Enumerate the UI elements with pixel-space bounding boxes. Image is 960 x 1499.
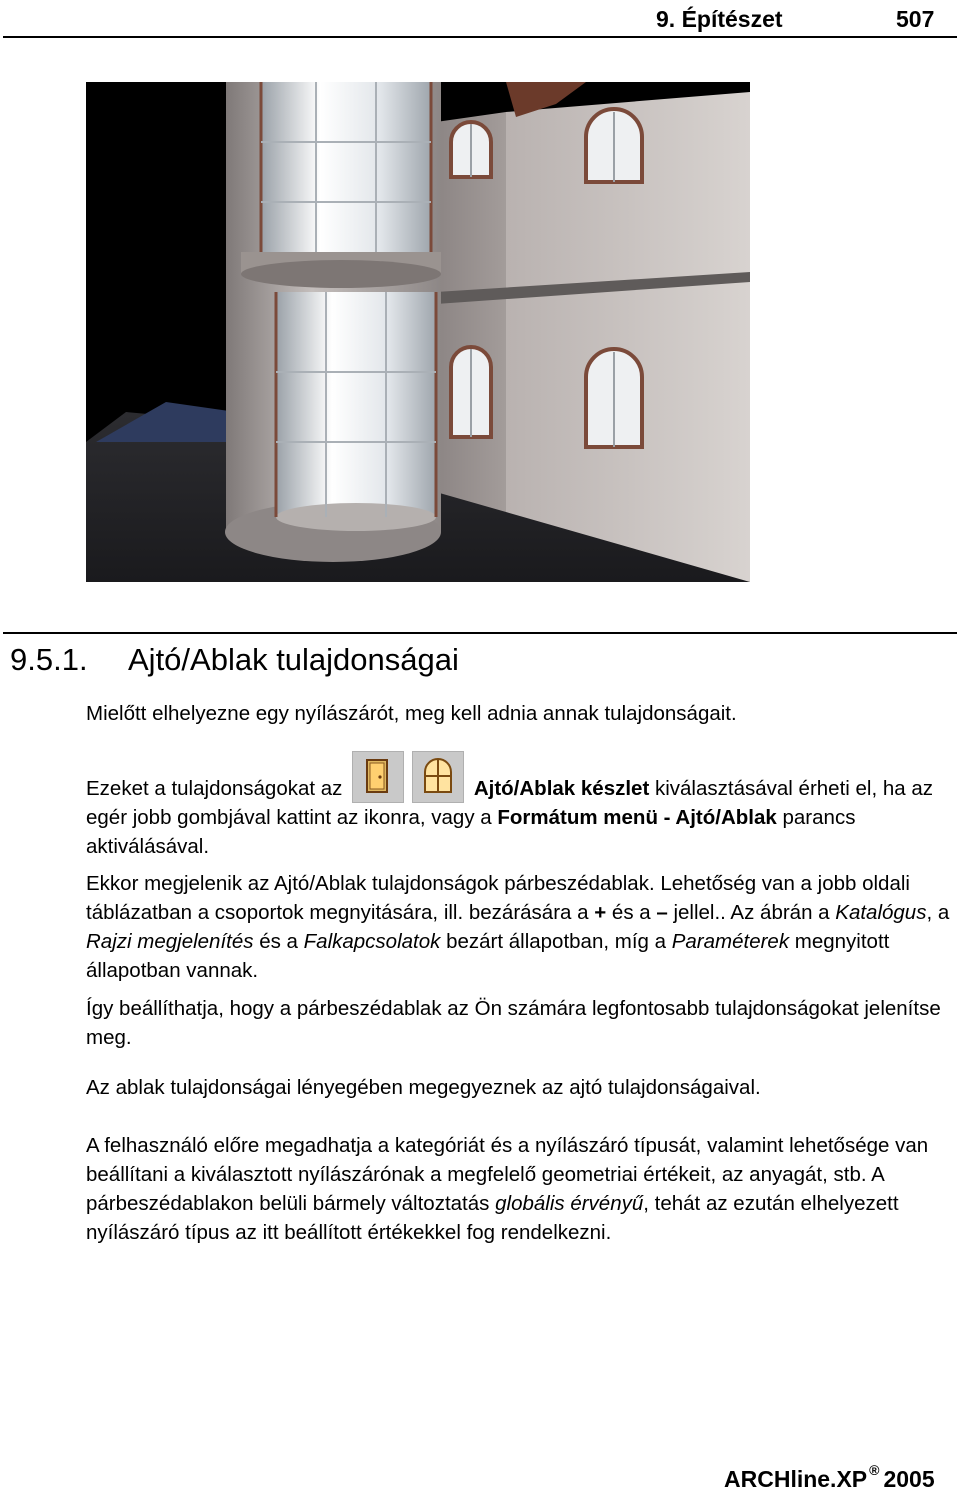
paragraph-window-props-text: Az ablak tulajdonságai lényegében megegyeznek az ajtó tulajdonságaival.: [86, 1076, 761, 1099]
paragraph-toolset: [86, 751, 952, 861]
page-number: 507: [896, 6, 935, 32]
text-run: jellel.. Az ábrán a: [667, 901, 836, 924]
window-tool-icon[interactable]: [412, 751, 464, 803]
paragraph-toolset-end: parancs aktiválásával.: [86, 806, 856, 858]
paragraph-preset: [86, 1131, 952, 1247]
text-run: A felhasználó előre megadhatja a kategóriát és a nyílászáró típusát, valamint lehetősége van beállítani a kiválasztott nyílászárónak a megfelelő geometriai értékeit, az anyagát, stb. A párbeszédablakon belüli bármely változtatás: [86, 1134, 929, 1215]
paragraph-toolset-lead: Ezeket a tulajdonságokat az: [86, 777, 343, 800]
paragraph-window-props: [86, 1073, 952, 1102]
building-render-image: [86, 82, 750, 582]
chapter-title: 9. Építészet: [656, 6, 783, 32]
paragraph-intro-text: Mielőtt elhelyezne egy nyílászárót, meg kell adnia annak tulajdonságait.: [86, 702, 737, 725]
text-run: és a: [606, 901, 657, 924]
door-tool-icon[interactable]: [352, 751, 404, 803]
page-footer: [724, 1462, 935, 1493]
menu-path: Formátum menü - Ajtó/Ablak: [497, 806, 777, 829]
text-run: bezárt állapotban, míg a: [440, 930, 672, 953]
group-parameters: Paraméterek: [671, 930, 790, 953]
toolset-name: Ajtó/Ablak készlet: [473, 777, 650, 800]
text-run: , a: [926, 901, 950, 924]
text-run: Ekkor megjelenik az Ajtó/Ablak tulajdonságok párbeszédablak. Lehetőség van a jobb oldali táblázatban a csoportok megnyitására, ill. bezárására a: [86, 872, 910, 924]
product-year: 2005: [883, 1466, 935, 1492]
section-title: Ajtó/Ablak tulajdonságai: [128, 642, 459, 677]
text-run: és a: [253, 930, 304, 953]
paragraph-toolset-mid: kiválasztásával érheti el, ha az egér jobb gombjával kattint az ikonra, vagy a: [86, 777, 934, 829]
group-catalog: Katalógus: [835, 901, 927, 924]
header-divider: [3, 36, 957, 38]
paragraph-dialog: [86, 869, 952, 985]
minus-sign: –: [656, 901, 668, 924]
text-run: , tehát az ezután elhelyezett nyílászáró típus az itt beállított értékekkel fog rendelkezni.: [86, 1192, 899, 1244]
plus-sign: +: [594, 901, 607, 924]
paragraph-customize: [86, 994, 952, 1052]
group-wall-connections: Falkapcsolatok: [303, 930, 441, 953]
section-divider: [3, 632, 957, 634]
registered-mark: ®: [869, 1462, 880, 1478]
group-drawing-display: Rajzi megjelenítés: [86, 930, 254, 953]
section-number: 9.5.1.: [10, 642, 88, 677]
page-header: [0, 0, 960, 38]
text-run: megnyitott állapotban vannak.: [86, 930, 890, 982]
paragraph-customize-text: Így beállíthatja, hogy a párbeszédablak az Ön számára legfontosabb tulajdonságokat jelenítse meg.: [86, 997, 941, 1049]
global-effect-term: globális érvényű: [495, 1192, 644, 1215]
paragraph-intro: [86, 699, 952, 728]
product-name: ARCHline.XP: [724, 1466, 868, 1492]
section-heading: [10, 642, 459, 678]
